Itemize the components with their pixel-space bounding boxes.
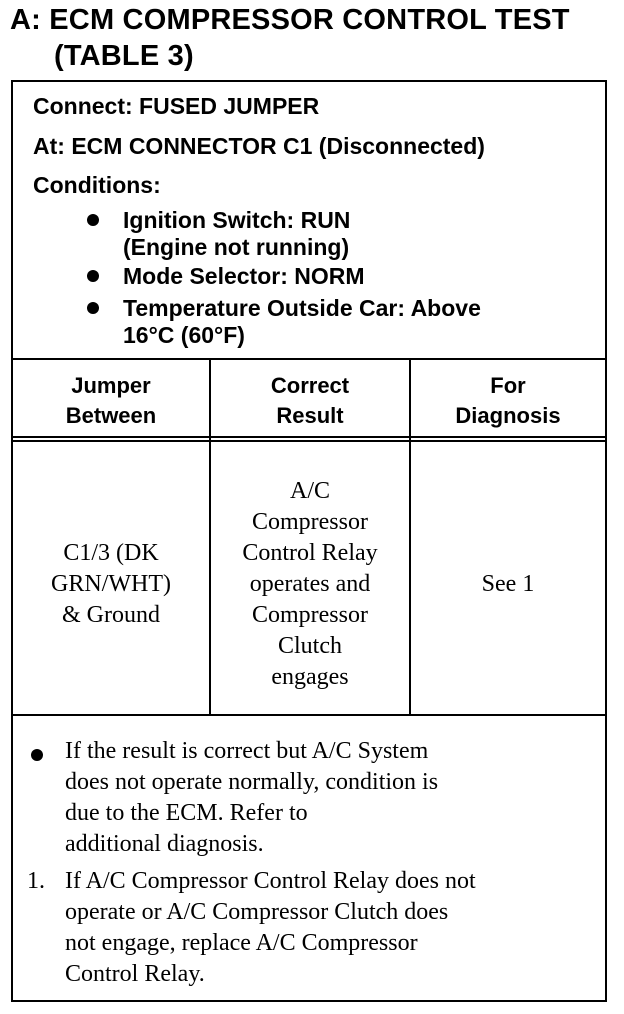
condition-subtext: 16°C (60°F) <box>123 322 245 348</box>
bullet-icon <box>87 270 99 282</box>
cell-line: Clutch <box>277 632 342 659</box>
test-table-box <box>11 80 607 1002</box>
bullet-icon <box>87 302 99 314</box>
header-line: Between <box>65 403 157 428</box>
condition-item <box>83 293 593 347</box>
conditions-list <box>83 205 593 349</box>
page-title <box>10 2 618 74</box>
condition-text: Temperature Outside Car: Above <box>123 295 481 321</box>
title-line-2: (TABLE 3) <box>54 40 194 72</box>
note-line: Control Relay. <box>65 961 205 987</box>
note-line: due to the ECM. Refer to <box>65 800 308 826</box>
cell-line: Compressor <box>251 601 368 628</box>
header-line: Jumper <box>71 373 151 398</box>
header-line: For <box>490 373 526 398</box>
cell-line: & Ground <box>61 601 160 628</box>
note-number: 1. <box>27 868 45 894</box>
bullet-icon <box>87 214 99 226</box>
cell-jumper-between <box>13 452 209 716</box>
cell-line: engages <box>271 663 349 690</box>
header-line: Correct <box>270 373 350 398</box>
connect-line: Connect: FUSED JUMPER <box>33 93 320 119</box>
header-jumper-between <box>13 370 209 432</box>
note-line: operate or A/C Compressor Clutch does <box>65 899 449 925</box>
note-line: additional diagnosis. <box>65 831 264 857</box>
cell-line: See 1 <box>481 570 535 597</box>
header-line: Diagnosis <box>455 403 561 428</box>
note-bullet <box>65 736 597 860</box>
condition-item <box>83 261 593 291</box>
header-divider <box>13 436 605 442</box>
header-for-diagnosis <box>411 370 605 432</box>
bullet-icon <box>31 749 43 761</box>
note-numbered <box>65 866 597 990</box>
title-line-1: A: ECM COMPRESSOR CONTROL TEST <box>10 4 570 36</box>
header-correct-result <box>211 370 409 432</box>
cell-line: GRN/WHT) <box>51 570 171 597</box>
header-line: Result <box>276 403 344 428</box>
conditions-label: Conditions: <box>33 172 161 198</box>
cell-line: Control Relay <box>242 539 378 566</box>
cell-line: Compressor <box>251 508 368 535</box>
note-line: If A/C Compressor Control Relay does not <box>65 868 476 894</box>
cell-line: operates and <box>249 570 371 597</box>
divider <box>13 358 605 360</box>
cell-correct-result <box>211 452 409 716</box>
condition-subtext: (Engine not running) <box>123 234 350 260</box>
condition-item <box>83 205 593 259</box>
at-line: At: ECM CONNECTOR C1 (Disconnected) <box>33 133 485 159</box>
cell-line: A/C <box>289 477 330 504</box>
setup-section <box>13 82 605 358</box>
condition-text: Mode Selector: NORM <box>123 263 365 289</box>
note-line: If the result is correct but A/C System <box>65 738 429 764</box>
cell-line: C1/3 (DK <box>63 539 159 566</box>
note-line: does not operate normally, condition is <box>65 769 439 795</box>
cell-for-diagnosis <box>411 452 605 716</box>
note-line: not engage, replace A/C Compressor <box>65 930 418 956</box>
condition-text: Ignition Switch: RUN <box>123 207 351 233</box>
